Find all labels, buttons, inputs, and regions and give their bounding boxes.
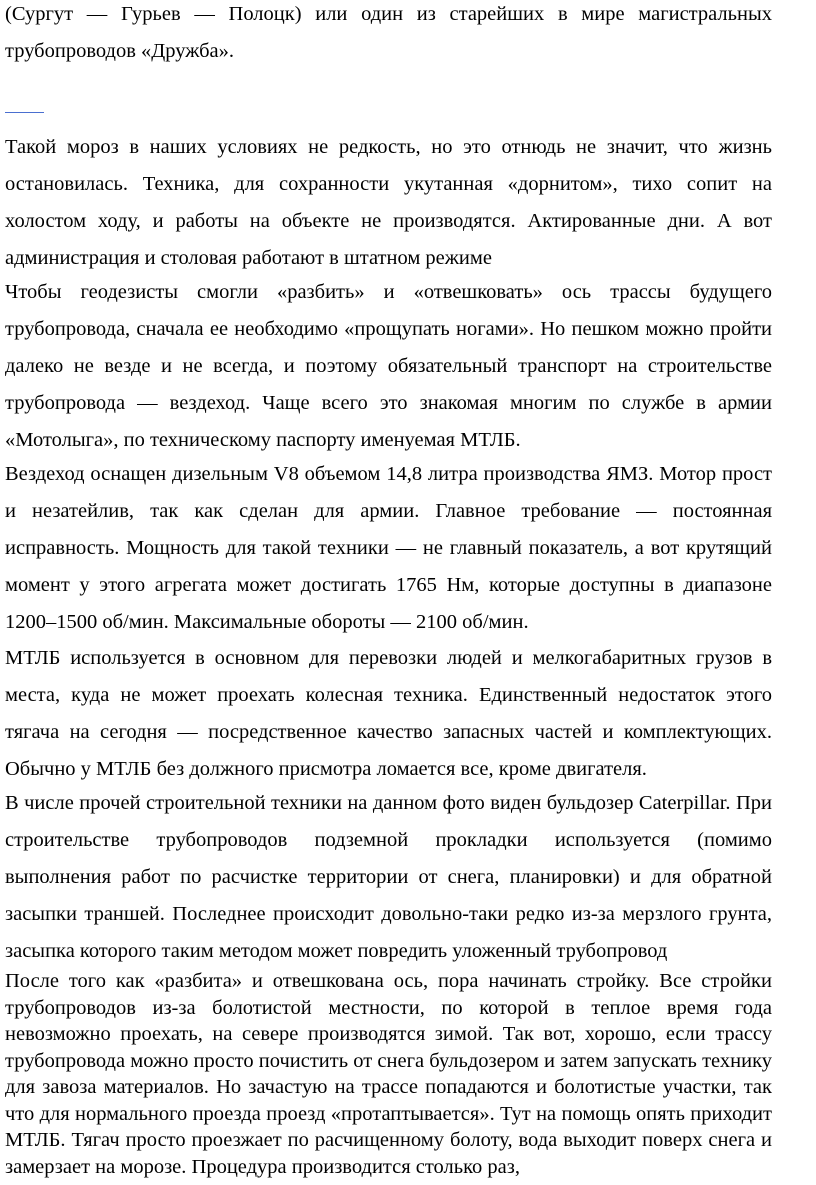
paragraph-construction: После того как «разбита» и отвешкована ось, пора начинать стройку. Все стройки трубопроводов из-за болотистой местности, по которой в теплое время года невозможно проехать, на севере производятся зимой. Так вот, хорошо, если трассу трубопровода можно просто почистить от снега бульдозером и затем запускать технику для завоза материалов. Но зачастую на трассе попадаются и болотистые участки, так что для нормального проезда проезд «протаптывается». Тут на помощь опять приходит МТЛБ. Тягач просто проезжает по расчищенному болоту, вода выходит поверх снега и замерзает на морозе. Процедура производится столько раз, xyxy=(5,970,772,1178)
paragraph-engine: Вездеход оснащен дизельным V8 объемом 14,8 литра производства ЯМЗ. Мотор прост и незатейлив, так как сделан для армии. Главное требование — постоянная исправность. Мощность для такой техники — не главный показатель, а вот крутящий момент у этого агрегата может достигать 1765 Нм, которые доступны в диапазоне 1200–1500 об/мин. Максимальные обороты — 2100 об/мин. xyxy=(5,463,772,633)
paragraph-mtlb-usage: МТЛБ используется в основном для перевозки людей и мелкогабаритных грузов в места, куда не может проехать колесная техника. Единственный недостаток этого тягача на сегодня — посредственное качество запасных частей и комплектующих. Обычно у МТЛБ без должного присмотра ломается все, кроме двигателя. xyxy=(5,647,772,780)
footnote-separator xyxy=(5,112,44,113)
paragraph-intro: (Сургут — Гурьев — Полоцк) или один из старейших в мире магистральных трубопроводов «Дружба». xyxy=(5,3,772,62)
paragraph-surveyors: Чтобы геодезисты смогли «разбить» и «отвешковать» ось трассы будущего трубопровода, сначала ее необходимо «прощупать ногами». Но пешком можно пройти далеко не везде и не всегда, и поэтому обязательный транспорт на строительстве трубопровода — вездеход. Чаще всего это знакомая многим по службе в армии «Мотолыга», по техническому паспорту именуемая МТЛБ. xyxy=(5,281,772,451)
paragraph-frost: Такой мороз в наших условиях не редкость, но это отнюдь не значит, что жизнь остановилась. Техника, для сохранности укутанная «дорнитом», тихо сопит на холостом ходу, и работы на объекте не производятся. Актированные дни. А вот администрация и столовая работают в штатном режиме xyxy=(5,136,772,269)
paragraph-bulldozer: В числе прочей строительной техники на данном фото виден бульдозер Caterpillar. При строительстве трубопроводов подземной прокладки используется (помимо выполнения работ по расчистке территории от снега, планировки) и для обратной засыпки траншей. Последнее происходит довольно-таки редко из-за мерзлого грунта, засыпка которого таким методом может повредить уложенный трубопровод xyxy=(5,792,772,962)
